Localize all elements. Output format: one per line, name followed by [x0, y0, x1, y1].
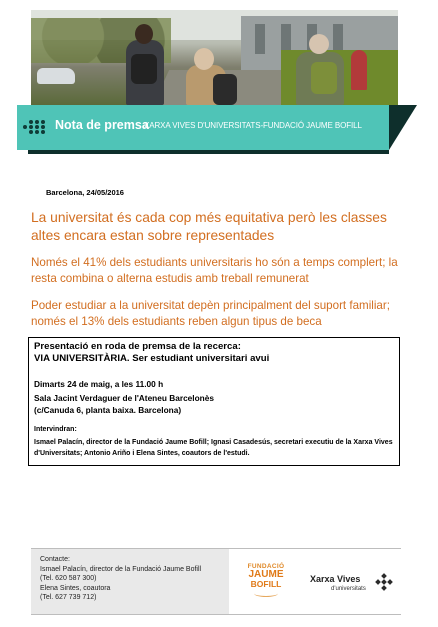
speakers-label: Intervindran:: [34, 426, 77, 433]
banner-fold: [389, 105, 417, 150]
event-datetime: Dimarts 24 de maig, a les 11.00 h: [34, 379, 164, 389]
contact-line: Ismael Palacín, director de la Fundació Jaume Bofill: [40, 565, 202, 573]
dots-logo-icon: [23, 119, 49, 135]
contact-block: [40, 555, 201, 603]
speakers-text: Ismael Palacín, director de la Fundació Jaume Bofill; Ignasi Casadesús, secretari executiu de la Xarxa Vives d'Universitats; Antonio Ariño i Elena Sintes, coautors de l'estudi.: [34, 439, 393, 457]
contact-line: (Tel. 620 587 300): [40, 575, 97, 583]
xarxa-vives-logo-sub: d'universitats: [331, 586, 366, 592]
banner-title: Nota de premsa: [55, 118, 149, 132]
event-box: [28, 337, 400, 466]
headline: La universitat és cada cop més equitativa però les classes altes encara estan sobre representades: [31, 210, 387, 243]
hero-photo: [31, 10, 398, 105]
subheadline-1: Només el 41% dels estudiants universitaris ho són a temps complert; la resta combina o alterna estudis amb treball remunerat: [31, 256, 398, 285]
event-address: (c/Canuda 6, planta baixa. Barcelona): [34, 405, 182, 415]
banner-shadow: [28, 150, 389, 154]
contact-line: Elena Sintes, coautora: [40, 584, 111, 592]
contact-line: (Tel. 627 739 712): [40, 594, 97, 602]
fundacio-jaume-bofill-logo: FUNDACIÓ JAUME BOFILL: [246, 563, 286, 589]
xarxa-vives-logo-name: Xarxa Vives: [310, 574, 361, 584]
release-date: Barcelona, 24/05/2016: [46, 188, 124, 197]
footer-bottom-divider: [31, 614, 401, 615]
banner-subtitle: XARXA VIVES D'UNIVERSITATS-FUNDACIÓ JAUME BOFILL: [144, 121, 362, 130]
event-title-line1: Presentació en roda de premsa de la recerca:: [34, 341, 241, 352]
contact-label: Contacte:: [40, 556, 70, 563]
subheadline-2: Poder estudiar a la universitat depèn principalment del suport familiar; només el 13% dels estudiants reben algun tipus de beca: [31, 299, 390, 328]
event-title-line2: VIA UNIVERSITÀRIA. Ser estudiant universitari avui: [34, 353, 270, 364]
xarxa-vives-mark-icon: [376, 574, 392, 590]
event-venue: Sala Jacint Verdaguer de l'Ateneu Barcelonès: [34, 393, 214, 403]
